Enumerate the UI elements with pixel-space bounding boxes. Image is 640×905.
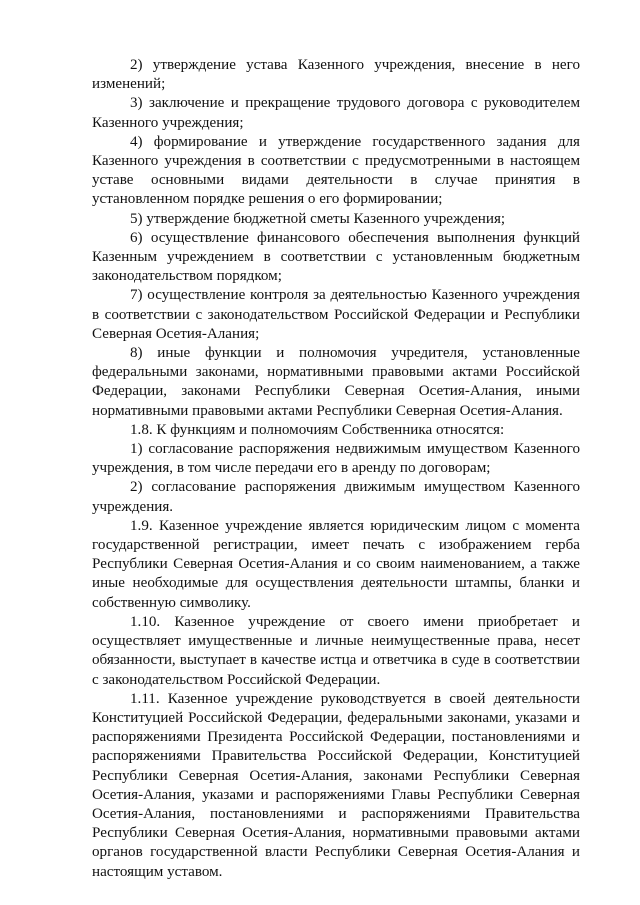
paragraph-item-4: 4) формирование и утверждение государственного задания для Казенного учреждения в соответствии с предусмотренными в настоящем уставе основными видами деятельности в случае принятия в установленном порядке решения о его формировании; (92, 133, 580, 208)
paragraph-clause-1-9: 1.9. Казенное учреждение является юридическим лицом с момента государственной регистрации, имеет печать с изображением герба Республики Северная Осетия-Алания и со своим наименованием, а также иные необходимые для осуществления деятельности штампы, бланки и собственную символику. (92, 517, 580, 611)
paragraph-clause-1-10: 1.10. Казенное учреждение от своего имени приобретает и осуществляет имущественные и личные неимущественные права, несет обязанности, выступает в качестве истца и ответчика в суде в соответствии с законодательством Российской Федерации. (92, 613, 580, 688)
paragraph-item-5: 5) утверждение бюджетной сметы Казенного учреждения; (130, 210, 506, 227)
paragraph-item-7: 7) осуществление контроля за деятельностью Казенного учреждения в соответствии с законодательством Российской Федерации и Республики Северная Осетия-Алания; (92, 287, 580, 342)
paragraph-owner-item-1: 1) согласование распоряжения недвижимым имуществом Казенного учреждения, в том числе передачи его в аренду по договорам; (92, 441, 580, 477)
paragraph-item-6: 6) осуществление финансового обеспечения выполнения функций Казенным учреждением в соответствии с установленным бюджетным законодательством порядком; (92, 229, 580, 285)
paragraph-clause-1-8: 1.8. К функциям и полномочиям Собственника относятся: (130, 421, 505, 438)
paragraph-item-3: 3) заключение и прекращение трудового договора с руководителем Казенного учреждения; (92, 95, 580, 131)
paragraph-clause-1-11: 1.11. Казенное учреждение руководствуется в своей деятельности Конституцией Российской Федерации, федеральными законами, указами и распоряжениями Президента Российской Федерации, постановлениями и распоряжениями Правительства Российской Федерации, Конституцией Республики Северная Осетия-Алания, законами Республики Северная Осетия-Алания, указами и распоряжениями Главы Республики Северная Осетия-Алания, постановлениями и распоряжениями Правительства Республики Северная Осетия-Алания, нормативными правовыми актами органов государственной власти Республики Северная Осетия-Алания и настоящим уставом. (92, 690, 580, 880)
paragraph-item-8: 8) иные функции и полномочия учредителя, установленные федеральными законами, нормативными правовыми актами Российской Федерации, законами Республики Северная Осетия-Алания, иными нормативными правовыми актами Республики Северная Осетия-Алания. (92, 345, 580, 419)
document-page (92, 56, 580, 882)
paragraph-owner-item-2: 2) согласование распоряжения движимым имуществом Казенного учреждения. (92, 479, 580, 515)
paragraph-item-2: 2) утверждение устава Казенного учреждения, внесение в него изменений; (92, 57, 580, 93)
